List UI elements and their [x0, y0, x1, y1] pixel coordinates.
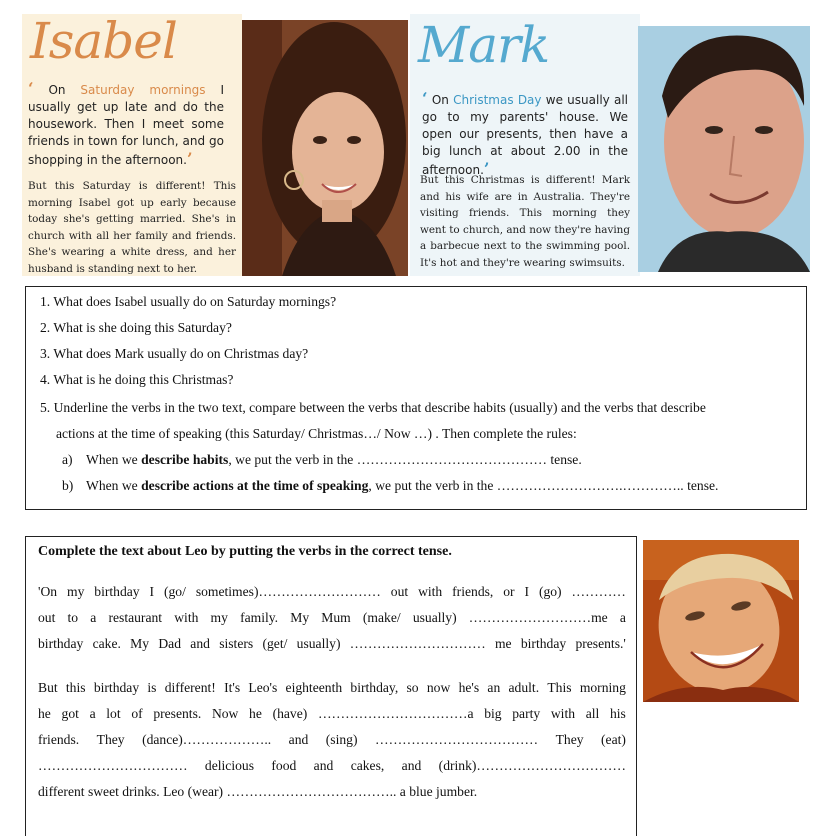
leo-word: and — [401, 758, 422, 773]
mark-story: But this Christmas is different! Mark and his wife are in Australia. They're visiting friends. This morning they went to church, and now they're having a barbecue next to the swimming pool. It's hot and they're wearing swimsuits. — [420, 174, 630, 269]
leo-word: usually) — [412, 610, 457, 625]
leo-word: usually) — [296, 636, 341, 651]
leo-word: (get/ — [262, 636, 288, 651]
leo-word: (sing) — [325, 732, 358, 747]
leo-word: and — [190, 636, 210, 651]
open-quote-icon: ‘ — [28, 79, 34, 98]
leo-word: I — [149, 584, 155, 599]
leo-word: adult. — [508, 680, 540, 695]
leo-word: cake. — [92, 636, 121, 651]
leo-word: I — [524, 584, 530, 599]
leo-word: morning — [579, 680, 626, 695]
leo-word: my — [210, 610, 228, 625]
comprehension-questions-box — [25, 286, 807, 510]
leo-word: sometimes)……………………… — [195, 584, 381, 599]
isabel-photo — [242, 20, 408, 276]
leo-word: My — [290, 610, 310, 625]
leo-word: Mum — [321, 610, 351, 625]
rule-b-post: , we put the verb in the ……………………….………….. tense. — [368, 478, 719, 493]
leo-word: family. — [240, 610, 279, 625]
isabel-quote-post: I usually get up late and do the housework. Then I meet some friends in town for lunch, and go shopping in the afternoon. — [28, 83, 224, 167]
leo-word: It's — [224, 680, 241, 695]
rule-a-bold: describe habits — [141, 452, 229, 467]
leo-word: (eat) — [601, 732, 626, 747]
rule-b-bold: describe actions at the time of speaking — [141, 478, 369, 493]
open-quote-icon: ‘ — [422, 89, 428, 108]
leo-word: lot — [106, 706, 121, 721]
leo-word: he — [38, 706, 51, 721]
rule-a — [62, 451, 582, 469]
leo-word: so — [406, 680, 419, 695]
leo-text-line — [38, 783, 626, 801]
question-5-line-1: 5. Underline the verbs in the two text, compare between the verbs that describe habits (usually) and the verbs that describe — [40, 400, 706, 415]
leo-exercise-box — [25, 536, 637, 836]
close-quote-icon: ’ — [186, 149, 193, 168]
leo-word: delicious — [204, 758, 254, 773]
question-4: 4. What is he doing this Christmas? — [40, 372, 234, 387]
leo-word: out — [38, 610, 56, 625]
leo-word: big — [484, 706, 502, 721]
isabel-quote — [28, 80, 224, 169]
leo-word: a — [90, 610, 97, 625]
leo-word: he — [249, 706, 262, 721]
leo-photo — [643, 540, 799, 702]
leo-text-line — [38, 705, 626, 723]
leo-word: with — [550, 706, 576, 721]
mark-photo — [638, 26, 810, 272]
mark-panel — [410, 14, 640, 276]
rule-b-pre: When we — [86, 478, 142, 493]
leo-word: 'On — [38, 584, 58, 599]
leo-word: ………………………… — [349, 636, 486, 651]
leo-text-line — [38, 635, 626, 653]
leo-word: my — [67, 584, 85, 599]
isabel-panel — [22, 14, 242, 276]
leo-word: out — [390, 584, 409, 599]
question-1: 1. What does Isabel usually do on Saturday mornings? — [40, 294, 337, 309]
leo-word: Dad — [158, 636, 181, 651]
leo-word: an — [487, 680, 501, 695]
mark-quote-highlight: Christmas Day — [453, 93, 542, 107]
leo-word: food — [271, 758, 297, 773]
leo-word: ……………………………… — [374, 732, 539, 747]
leo-word: cakes, — [350, 758, 385, 773]
leo-word: and — [288, 732, 309, 747]
isabel-quote-highlight: Saturday mornings — [80, 83, 206, 97]
mark-quote — [422, 90, 628, 179]
isabel-quote-pre: On — [48, 83, 81, 97]
leo-word: ………………………me — [468, 610, 608, 625]
leo-word: (drink)…………………………… — [438, 758, 626, 773]
question-3: 3. What does Mark usually do on Christmas day? — [40, 346, 309, 361]
rule-b — [62, 477, 718, 495]
leo-word: with — [418, 584, 443, 599]
leo-word: presents.' — [575, 636, 626, 651]
leo-word: friends, — [452, 584, 494, 599]
leo-word: and — [313, 758, 334, 773]
leo-word: ……………………………a — [317, 706, 474, 721]
leo-word: But — [38, 680, 58, 695]
leo-word: Leo's — [248, 680, 278, 695]
leo-word: is — [147, 680, 157, 695]
leo-word: They — [96, 732, 125, 747]
leo-word: this — [65, 680, 86, 695]
leo-word: This — [547, 680, 572, 695]
close-quote-icon: ’ — [483, 159, 490, 178]
leo-word: birthday, — [350, 680, 399, 695]
leo-text-line — [38, 757, 626, 775]
leo-word: presents. — [153, 706, 202, 721]
leo-word: eighteenth — [285, 680, 343, 695]
leo-word: (have) — [272, 706, 308, 721]
rule-a-pre: When we — [86, 452, 142, 467]
leo-word: he's — [458, 680, 480, 695]
leo-word: different sweet drinks. Leo (wear) ……………………………….. a blue jumber. — [38, 784, 478, 799]
rule-a-post: , we put the verb in the …………………………………… tense. — [228, 452, 582, 467]
mark-name-heading: Mark — [418, 16, 550, 74]
leo-text-line — [38, 679, 626, 697]
leo-word: party — [512, 706, 541, 721]
leo-word: of — [131, 706, 143, 721]
leo-word: (go/ — [163, 584, 186, 599]
leo-word: Now — [211, 706, 239, 721]
leo-word: all — [585, 706, 600, 721]
leo-word: birthday — [94, 584, 140, 599]
leo-word: or — [503, 584, 515, 599]
isabel-name-heading: Isabel — [30, 12, 177, 70]
leo-word: restaurant — [108, 610, 163, 625]
leo-word: They — [555, 732, 584, 747]
question-2: 2. What is she doing this Saturday? — [40, 320, 232, 335]
leo-word: a — [89, 706, 96, 721]
rule-a-label: a) — [62, 452, 73, 467]
leo-word: got — [61, 706, 79, 721]
leo-word: (go) — [538, 584, 562, 599]
leo-word: …………………………… — [38, 758, 188, 773]
leo-word: sisters — [219, 636, 254, 651]
leo-word: ………… — [571, 584, 626, 599]
leo-word: me — [494, 636, 512, 651]
leo-word: (dance)……………….. — [142, 732, 272, 747]
leo-word: to — [67, 610, 79, 625]
leo-text-line — [38, 731, 626, 749]
leo-word: his — [609, 706, 626, 721]
mark-quote-pre: On — [431, 93, 454, 107]
leo-word: (make/ — [362, 610, 401, 625]
leo-word: different! — [164, 680, 216, 695]
leo-word: birthday — [520, 636, 567, 651]
leo-exercise-title: Complete the text about Leo by putting the verbs in the correct tense. — [38, 544, 452, 559]
leo-word: birthday — [38, 636, 84, 651]
question-5-line-2: actions at the time of speaking (this Saturday/ Christmas…/ Now …) . Then complete the rules: — [56, 426, 577, 441]
mark-quote-post: we usually all go to my parents' house. We open our presents, then have a big lunch at about 2.00 in the afternoon. — [422, 93, 629, 177]
leo-word: friends. — [38, 732, 80, 747]
leo-word: My — [130, 636, 150, 651]
leo-word: with — [174, 610, 199, 625]
leo-word: now — [426, 680, 451, 695]
isabel-story: But this Saturday is different! This morning Isabel got up early because today she's getting married. She's in church with all her family and friends. She's wearing a white dress, and her husband is standing next to her. — [28, 180, 236, 275]
leo-text-line — [38, 609, 626, 627]
leo-text-line — [38, 583, 626, 601]
leo-word: birthday — [93, 680, 140, 695]
leo-word: a — [619, 610, 626, 625]
rule-b-label: b) — [62, 478, 74, 493]
